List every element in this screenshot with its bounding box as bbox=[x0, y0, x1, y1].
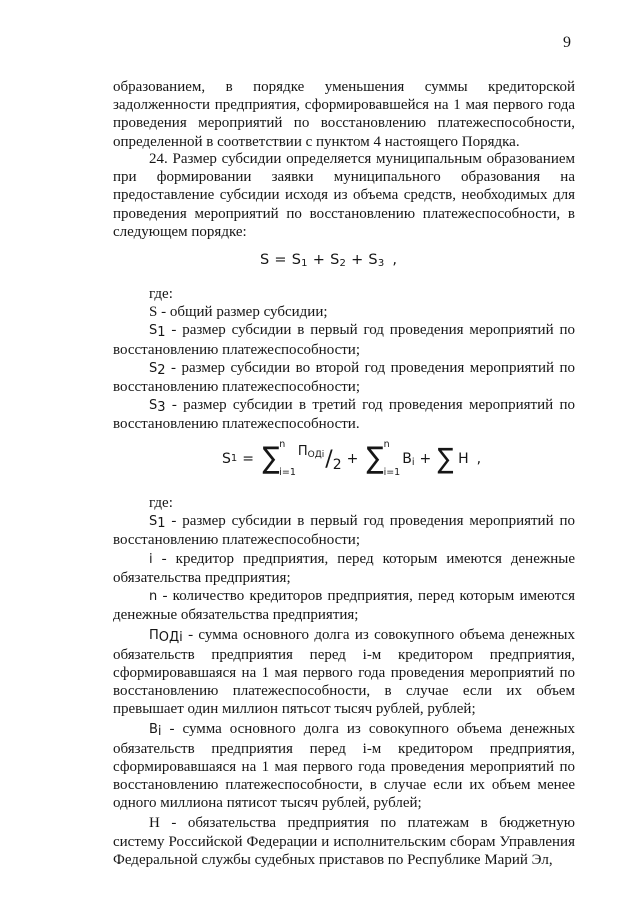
b-sub: i bbox=[411, 457, 415, 468]
def2-P-symbol: П bbox=[149, 628, 159, 644]
sum1-upper: n bbox=[279, 439, 286, 450]
formula2-p-term bbox=[298, 444, 324, 459]
def2-H-text: - обязательства предприятия по платежам в бюджетную систему Российской Федерации и исполнительским сборам Управления Федеральной службы судебных приставов по Республике Марий Эл, bbox=[113, 815, 575, 868]
sum2-lower: i=1 bbox=[383, 467, 401, 478]
def-S1-symbol: S bbox=[149, 323, 158, 339]
sum1-lower: i=1 bbox=[279, 467, 296, 478]
formula2-equals: = bbox=[242, 451, 254, 467]
def-S1 bbox=[113, 321, 575, 358]
formula1-term1: S bbox=[291, 252, 302, 268]
formula1-term3-sub: 3 bbox=[377, 258, 385, 269]
formula2-lhs: S bbox=[222, 451, 231, 467]
h-symbol: Н bbox=[458, 451, 469, 467]
intro-block bbox=[113, 78, 575, 151]
def2-P-text: - сумма основного долга из совокупного объема денежных обязательств предприятия перед i-м кредитором предприятия, сформировавшаяся на 1 мая первого года проведения мероприятий по восстановлению платежеспособности, в случае если их объем превышает один миллион пятьсот тысяч рублей, рублей; bbox=[113, 627, 575, 718]
def2-S1 bbox=[113, 512, 575, 549]
def-S3-sub: 3 bbox=[157, 400, 166, 416]
formula2-plus2: + bbox=[419, 451, 432, 467]
formula1-lhs: S bbox=[260, 252, 270, 268]
formula2-plus1: + bbox=[346, 451, 359, 467]
formula1-equals: = bbox=[274, 252, 287, 268]
def2-H bbox=[113, 814, 575, 869]
formula1-term1-sub: 1 bbox=[301, 258, 308, 269]
def-S2-symbol: S bbox=[149, 360, 158, 376]
def-S: S - общий размер субсидии; bbox=[149, 304, 328, 321]
where-label-2: где: bbox=[149, 495, 173, 511]
def2-B bbox=[113, 720, 575, 812]
def2-B-sub: i bbox=[157, 724, 162, 740]
sigma-icon: ∑ bbox=[437, 442, 454, 475]
def2-S1-text: - размер субсидии в первый год проведения мероприятий по восстановлению платежеспособности; bbox=[113, 513, 575, 549]
def2-B-symbol: B bbox=[149, 722, 158, 738]
def-S1-sub: 1 bbox=[157, 325, 166, 341]
definitions-2 bbox=[113, 494, 575, 869]
where-label-1: где: bbox=[149, 286, 173, 302]
formula-first-year-subsidy: S 1 = ∑ n i=1 $П_{ОДi}$ / 2 + ∑ n i=1 $B_i$ + ∑ Н , bbox=[222, 439, 482, 478]
summation-2-limits bbox=[384, 440, 401, 478]
p-sub: ОДi bbox=[307, 449, 325, 460]
definitions-1 bbox=[113, 285, 575, 434]
sigma-icon: ∑ bbox=[366, 441, 385, 476]
def2-S1-sub: 1 bbox=[157, 516, 166, 532]
def-S3-symbol: S bbox=[149, 398, 158, 414]
formula-total-subsidy bbox=[260, 252, 397, 268]
def2-n bbox=[113, 587, 575, 624]
slash-icon: / bbox=[325, 446, 333, 472]
def2-P bbox=[113, 626, 575, 718]
intro-paragraph: образованием, в порядке уменьшения суммы кредиторской задолженности предприятия, сформировавшейся на 1 мая первого года проведения мероприятий по восстановлению платежеспособности, определенной в соответствии с пунктом 4 настоящего Порядка. bbox=[113, 79, 575, 150]
summation-2 bbox=[365, 440, 400, 478]
def2-i bbox=[113, 550, 575, 587]
formula2-divisor: 2 bbox=[332, 457, 342, 473]
section-24-block bbox=[113, 150, 575, 241]
formula2-comma: , bbox=[476, 451, 482, 467]
sigma-icon: ∑ bbox=[262, 441, 280, 476]
def2-S1-symbol: S bbox=[149, 514, 158, 530]
def-S1-text: - размер субсидии в первый год проведения мероприятий по восстановлению платежеспособности; bbox=[113, 322, 575, 358]
formula1-term2-sub: 2 bbox=[339, 258, 347, 269]
def-S2 bbox=[113, 359, 575, 396]
formula1-comma: , bbox=[392, 252, 398, 268]
page-number: 9 bbox=[563, 34, 571, 51]
def2-H-symbol: Н bbox=[149, 815, 160, 832]
def-S3 bbox=[113, 396, 575, 433]
def-S2-sub: 2 bbox=[157, 362, 166, 378]
def2-B-text: - сумма основного долга из совокупного объема денежных обязательств предприятия перед i-м кредитором предприятия, сформировавшаяся на 1 мая первого года проведения мероприятий по восстановлению платежеспособности, в случае если их объем менее одного миллиона пятисот тысяч рублей, рублей; bbox=[113, 721, 575, 812]
summation-1-limits bbox=[279, 440, 296, 478]
formula1-plus1: + bbox=[312, 252, 326, 268]
formula1-term3: S bbox=[368, 252, 378, 268]
sum2-upper: n bbox=[383, 439, 390, 450]
def-S3-text: - размер субсидии в третий год проведения мероприятий по восстановлению платежеспособности. bbox=[113, 397, 575, 433]
formula1-plus2: + bbox=[351, 252, 364, 268]
formula1-term2: S bbox=[330, 252, 340, 268]
formula2-b-term bbox=[402, 451, 414, 467]
def2-n-text: - количество кредиторов предприятия, перед которым имеются денежные обязательства предприятия; bbox=[113, 588, 575, 624]
def-S2-text: - размер субсидии во второй год проведения мероприятий по восстановлению платежеспособности; bbox=[113, 359, 575, 396]
def2-n-symbol: n bbox=[149, 589, 158, 605]
def2-i-symbol: i bbox=[149, 551, 153, 567]
def2-P-sub: ОДi bbox=[158, 630, 183, 646]
p-symbol: П bbox=[297, 443, 308, 459]
def2-i-text: - кредитор предприятия, перед которым имеются денежные обязательства предприятия; bbox=[113, 550, 575, 586]
b-symbol: B bbox=[402, 451, 412, 467]
paragraph-24: 24. Размер субсидии определяется муниципальным образованием при формировании заявки муниципального образования на предоставление субсидии исходя из объема средств, необходимых для проведения мероприятий по восстановлению платежеспособности, в следующем порядке: bbox=[113, 151, 575, 240]
summation-1 bbox=[261, 440, 296, 478]
